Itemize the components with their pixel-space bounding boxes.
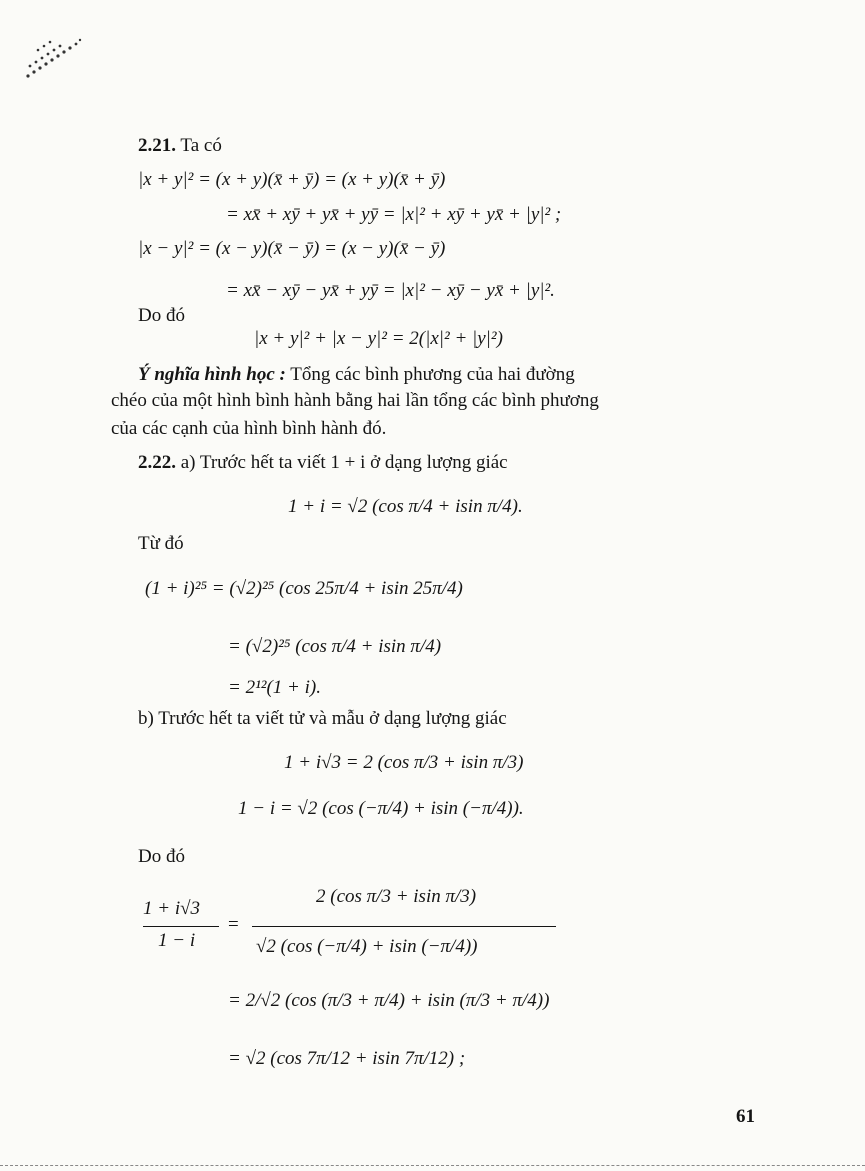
do-do-1: Do đó (138, 305, 185, 326)
eq-numerator-trig: 1 + i√3 = 2 (cos π/3 + isin π/3) (284, 752, 524, 773)
eq-diff-square: |x − y|² = (x − y)(x̄ − ȳ) = (x − y)(x̄ − ȳ) (138, 238, 446, 259)
eq-parallelogram-identity: |x + y|² + |x − y|² = 2(|x|² + |y|²) (254, 328, 503, 349)
eq-power-25-reduced: = (√2)²⁵ (cos π/4 + isin π/4) (228, 636, 442, 657)
meaning-text-1: Tổng các bình phương của hai đường (290, 364, 575, 385)
problem-2-21-intro: Ta có (180, 135, 222, 156)
eq-sum-expand: = xx̄ + xȳ + yx̄ + yȳ = |x|² + xȳ + yx̄ + |y|² ; (226, 204, 562, 225)
frac-left-denominator: 1 − i (158, 930, 196, 951)
page-number: 61 (736, 1106, 755, 1127)
eq-1-plus-i-trig: 1 + i = √2 (cos π/4 + isin π/4). (288, 496, 523, 517)
eq-quotient-sum: = 2/√2 (cos (π/3 + π/4) + isin (π/3 + π/4)) (228, 990, 550, 1011)
eq-power-25-result: = 2¹²(1 + i). (228, 677, 321, 698)
eq-denominator-trig: 1 − i = √2 (cos (−π/4) + isin (−π/4)). (238, 798, 524, 819)
eq-sum-square: |x + y|² = (x + y)(x̄ + ȳ) = (x + y)(x̄ + ȳ) (138, 169, 446, 190)
equals-sign: = (228, 914, 239, 935)
problem-2-21-label: 2.21. (138, 135, 176, 156)
frac-left-numerator: 1 + i√3 (143, 898, 201, 919)
frac-right-denominator: √2 (cos (−π/4) + isin (−π/4)) (256, 936, 478, 957)
eq-quotient-result: = √2 (cos 7π/12 + isin 7π/12) ; (228, 1048, 466, 1069)
meaning-line-2: chéo của một hình bình hành bằng hai lần tổng các bình phương (111, 390, 599, 411)
problem-2-22-label: 2.22. (138, 452, 176, 473)
meaning-label: Ý nghĩa hình học : (138, 364, 286, 385)
problem-2-22-part-a-intro: a) Trước hết ta viết 1 + i ở dạng lượng giác (180, 452, 508, 473)
corner-stamp-mark (18, 28, 88, 88)
meaning-line-3: của các cạnh của hình bình hành đó. (111, 418, 387, 439)
frac-left-bar (143, 926, 219, 927)
problem-2-21-heading (138, 135, 222, 157)
frac-right-numerator: 2 (cos π/3 + isin π/3) (316, 886, 477, 907)
frac-right-bar (252, 926, 556, 927)
meaning-line-1 (138, 364, 575, 386)
do-do-2: Do đó (138, 846, 185, 867)
problem-2-22-part-b-intro: b) Trước hết ta viết tử và mẫu ở dạng lượng giác (138, 708, 507, 729)
tu-do: Từ đó (138, 533, 184, 554)
bottom-rule (0, 1165, 865, 1166)
problem-2-22-heading (138, 452, 508, 474)
eq-diff-expand: = xx̄ − xȳ − yx̄ + yȳ = |x|² − xȳ − yx̄ + |y|². (226, 280, 555, 301)
eq-power-25: (1 + i)²⁵ = (√2)²⁵ (cos 25π/4 + isin 25π/4) (145, 578, 463, 599)
